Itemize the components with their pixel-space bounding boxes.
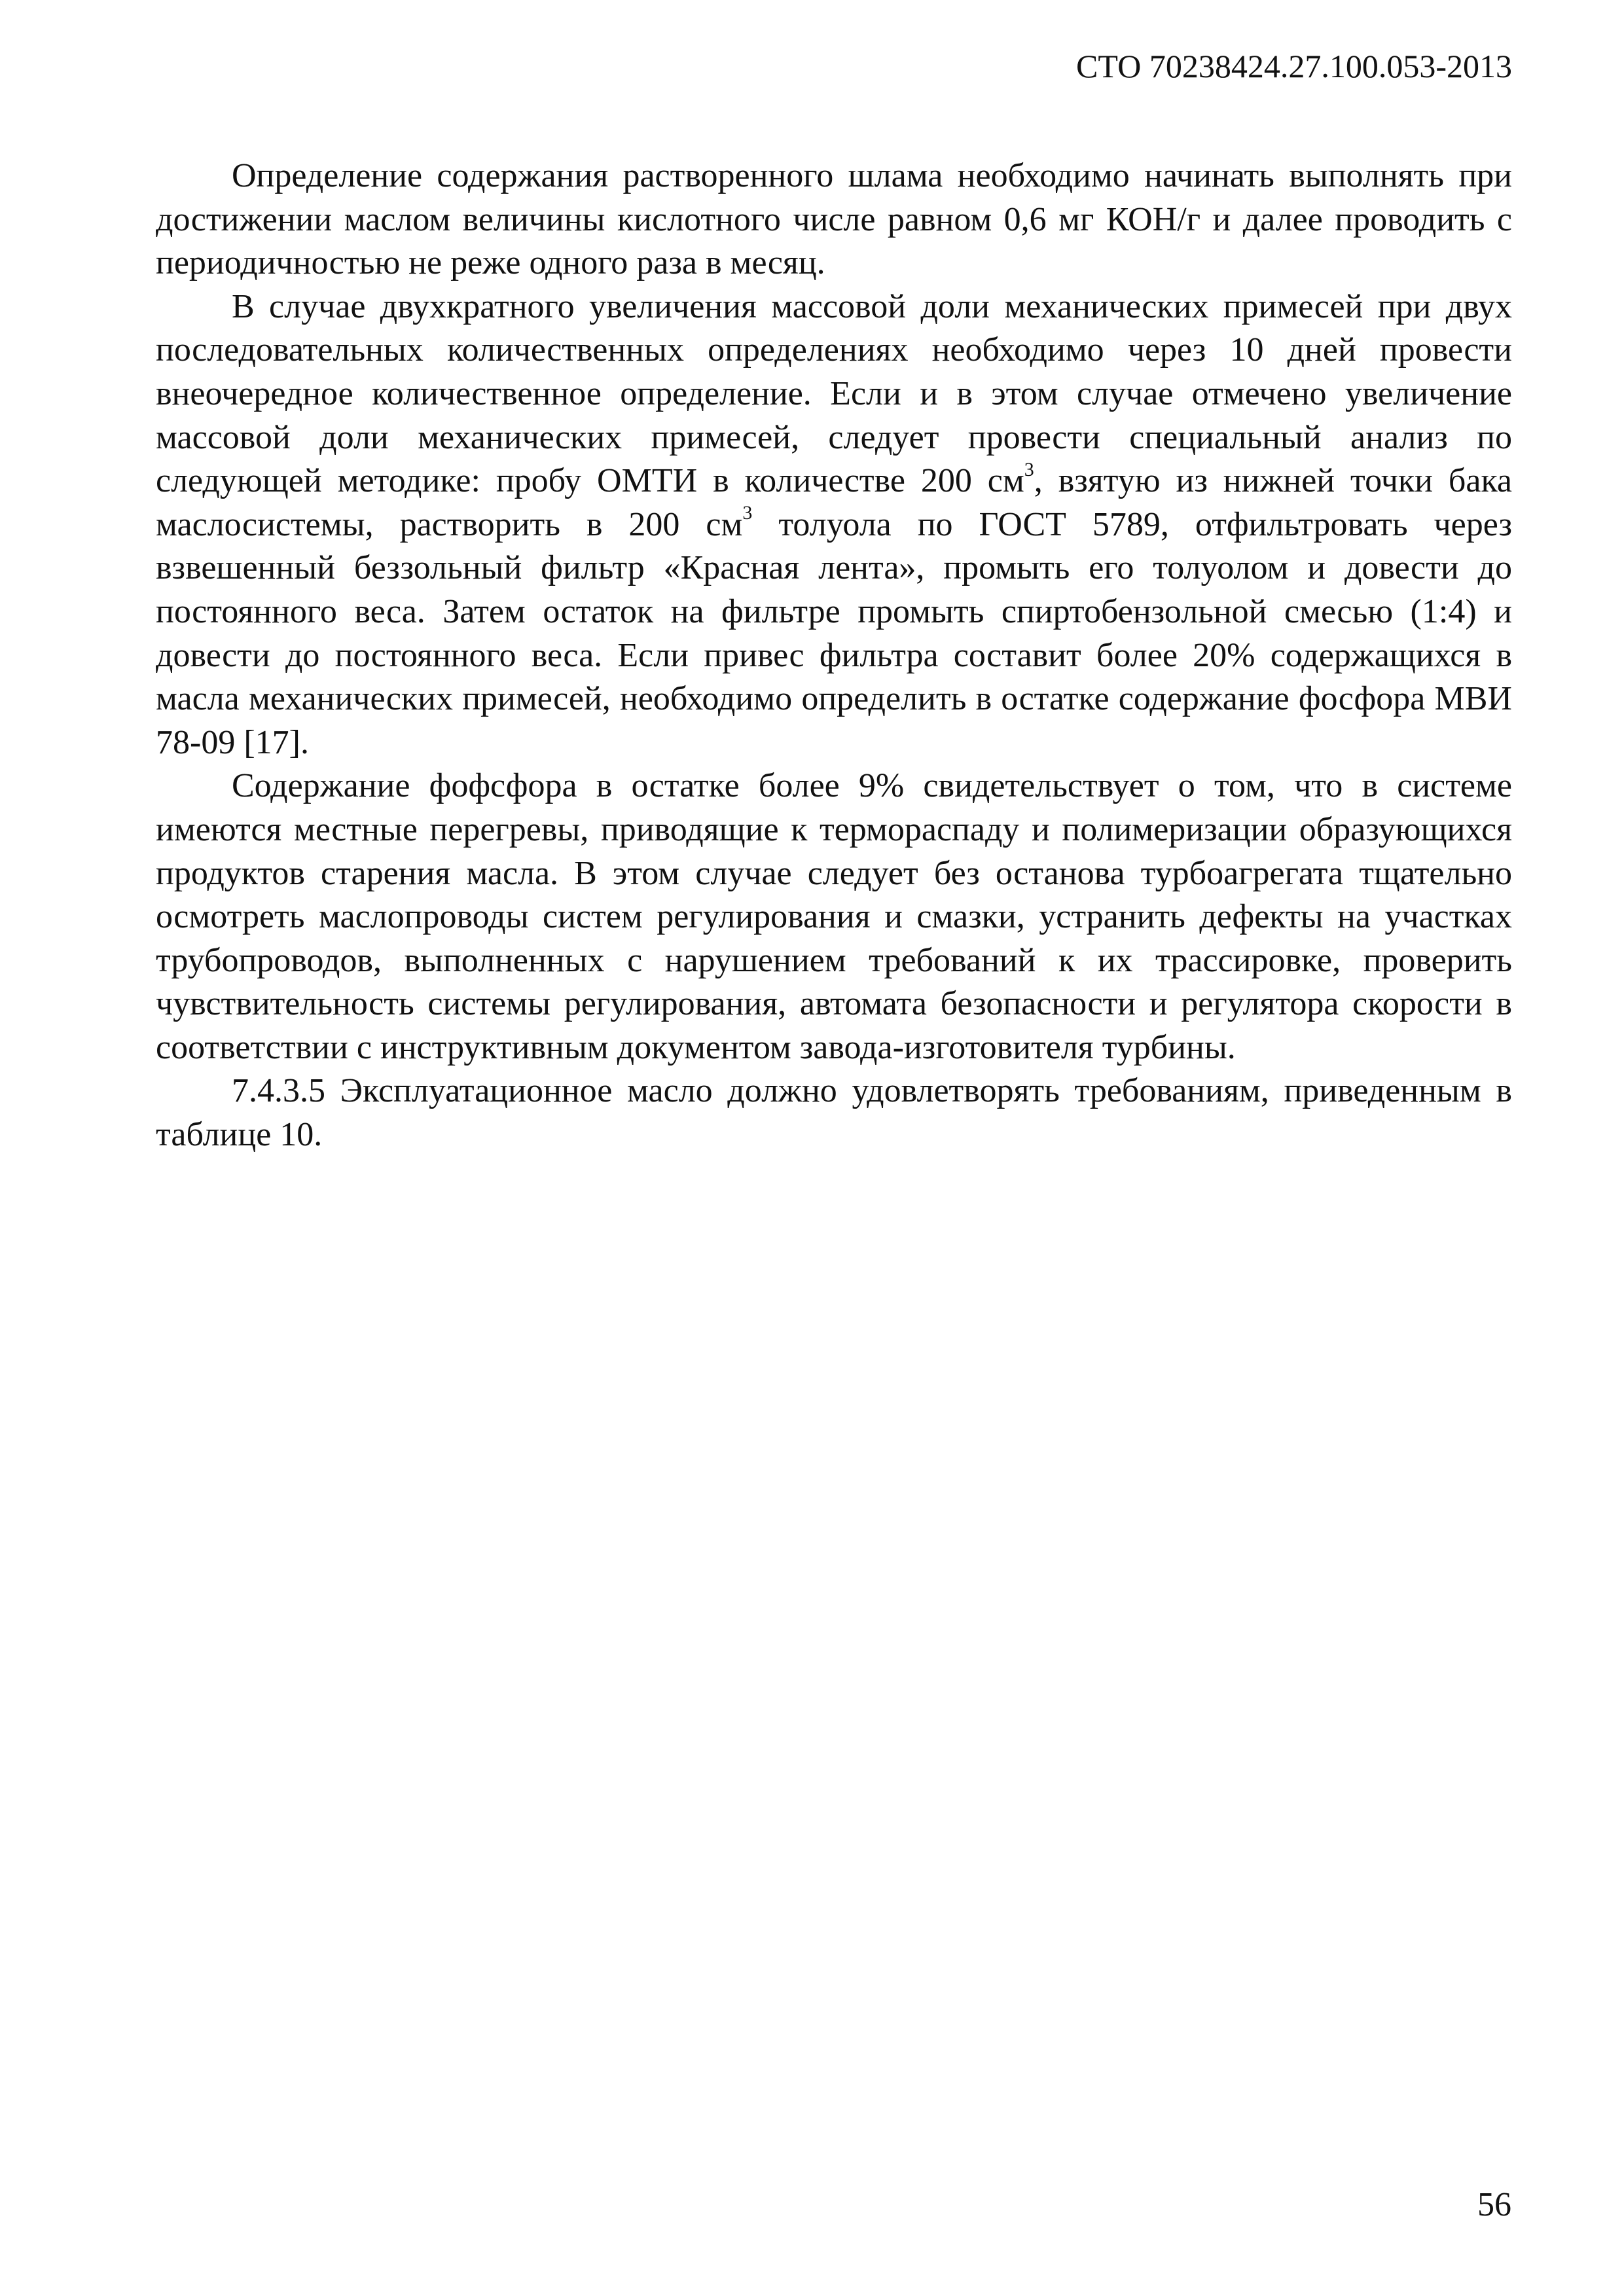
superscript-cubic: 3 xyxy=(742,502,753,524)
body-text xyxy=(156,154,1512,1157)
page-number: 56 xyxy=(1477,2186,1511,2223)
paragraph-phosphorus-content: Содержание фофсфора в остатке более 9% свидетельствует о том, что в системе имеются местные перегревы, приводящие к термораспаду и полимеризации образующихся продуктов старения масла. В этом случае следует без останова турбоагрегата тщательно осмотреть маслопроводы систем регулирования и смазки, устранить дефекты на участках трубопроводов, выполненных с нарушением требований к их трассировке, проверить чувствительность системы регулирования, автомата безопасности и регулятора скорости в соответствии с инструктивным документом завода-изготовителя турбины. xyxy=(156,767,1512,1066)
paragraph-clause-7-4-3-5: 7.4.3.5 Эксплуатационное масло должно удовлетворять требованиям, приведенным в таблице 10. xyxy=(156,1072,1512,1154)
paragraph-mechanical-impurities xyxy=(156,285,1512,765)
paragraph-text-segment: толуола по ГОСТ 5789, отфильтровать через взвешенный беззольный фильтр «Красная лента», промыть его толуолом и довести до постоянного веса. Затем остаток на фильтре промыть спиртобензольной смесью (1:4) и довести до постоянного веса. Если привес фильтра составит более 20% содержащихся в масла механических примесей, необходимо определить в остатке содержание фосфора МВИ 78-09 [17]. xyxy=(156,505,1512,761)
document-code-header: СТО 70238424.27.100.053-2013 xyxy=(1076,48,1512,84)
paragraph-dissolved-sludge: Определение содержания растворенного шлама необходимо начинать выполнять при достижении маслом величины кислотного числе равном 0,6 мг КОН/г и далее проводить с периодичностью не реже одного раза в месяц. xyxy=(156,157,1512,282)
superscript-cubic: 3 xyxy=(1024,458,1034,480)
paragraph-text-segment: В случае двухкратного увеличения массовой доли механических примесей при двух последовательных количественных определениях необходимо через 10 дней провести внеочередное количественное определение. Если и в этом случае отмечено увеличение массовой доли механических примесей, следует провести специальный анализ по следующей методике: пробу ОМТИ в количестве 200 см xyxy=(156,287,1512,500)
paragraph-text-segment: , взятую из нижней точки бака маслосистемы, растворить в 200 см xyxy=(156,462,1512,543)
